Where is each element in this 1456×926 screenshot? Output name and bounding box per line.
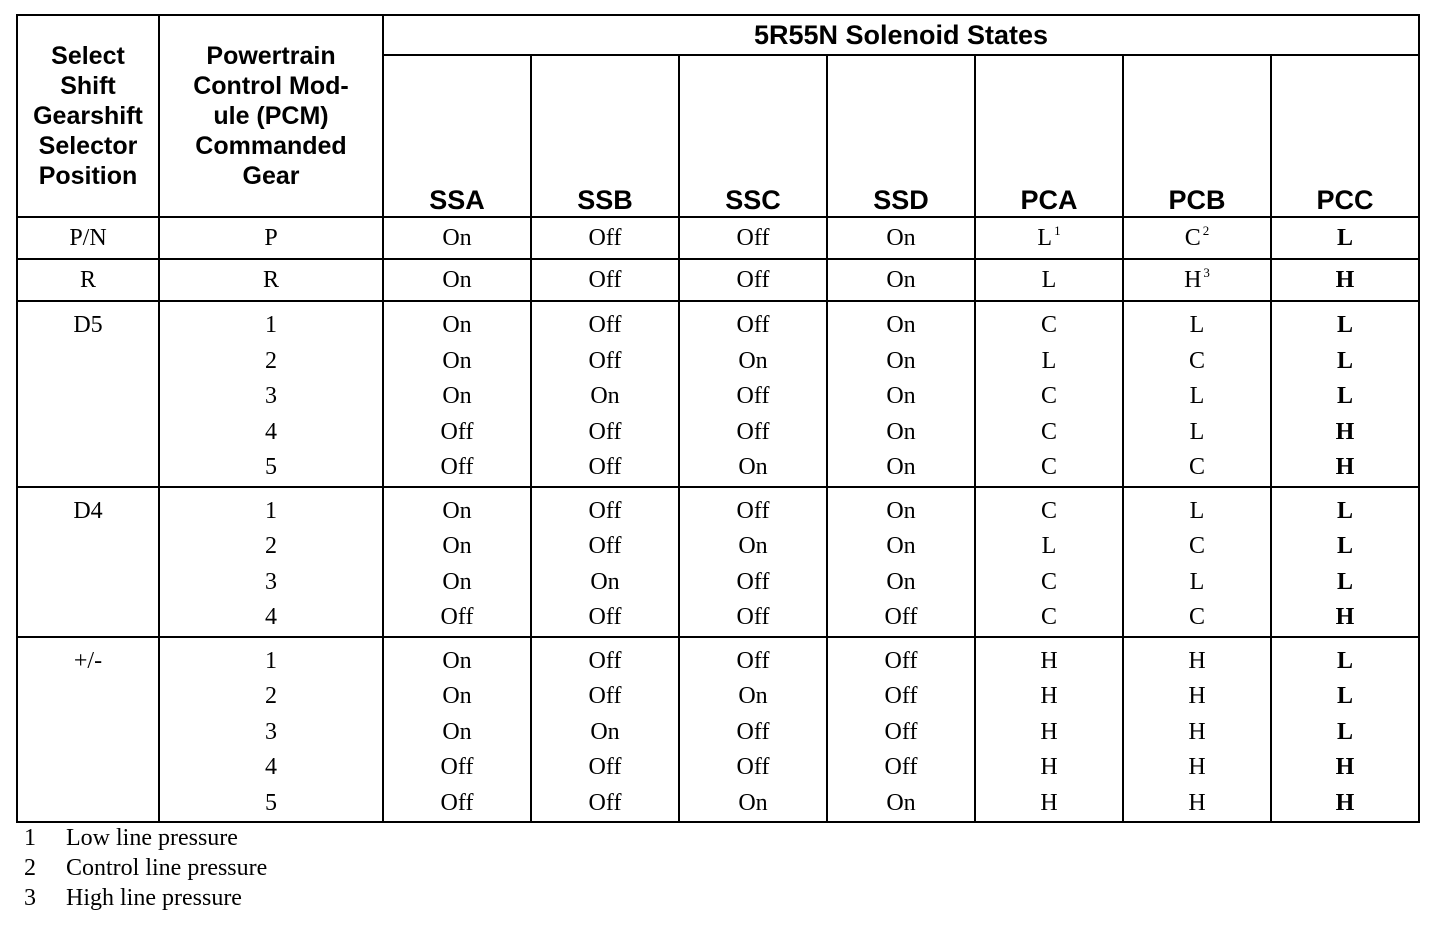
gear-group-row: [17, 487, 1419, 637]
pcb-value: L: [1189, 497, 1205, 524]
ssb-cell: Off: [531, 217, 679, 259]
gear-cell: [159, 487, 383, 637]
pcc-value: L: [1337, 383, 1354, 409]
ssc-value: On: [738, 789, 768, 816]
pcc-value: L: [1337, 347, 1354, 374]
footnote-number: 1: [24, 825, 36, 851]
ssc-value: On: [738, 533, 768, 559]
pcb-value: C: [1188, 454, 1205, 480]
pca-value: H: [1040, 683, 1058, 709]
pcb-value-list: [1124, 638, 1270, 822]
ssa-cell: On: [383, 259, 531, 301]
pcb-cell: [1123, 301, 1271, 487]
pca-value: H: [1040, 718, 1058, 745]
ssc-value: On: [738, 347, 768, 374]
pca-cell: [975, 637, 1123, 823]
col-header-pca: PCA: [975, 55, 1123, 217]
selector-label: D5: [73, 312, 103, 338]
pca-cell: [975, 301, 1123, 487]
ssd-cell: [827, 637, 975, 823]
pcc-cell: H: [1271, 259, 1419, 301]
pca-value: H: [1040, 647, 1058, 674]
col-header-pcb: PCB: [1123, 55, 1271, 217]
pcc-value: L: [1337, 533, 1354, 559]
ssb-cell: [531, 637, 679, 823]
gear-value: 2: [265, 683, 277, 709]
pcc-value: L: [1337, 718, 1354, 745]
pca-cell: [975, 487, 1123, 637]
ssd-value: Off: [884, 718, 918, 745]
ssd-value: Off: [884, 604, 918, 630]
pca-value: L: [1037, 224, 1053, 251]
ssc-cell: [679, 637, 827, 823]
gear-group-row: [17, 301, 1419, 487]
ssa-value: On: [442, 312, 472, 338]
ssa-value: On: [442, 347, 472, 374]
selector-cell: P/N: [17, 217, 159, 259]
ssa-value: On: [442, 647, 472, 674]
pcc-value: H: [1335, 454, 1355, 480]
ssa-cell: [383, 637, 531, 823]
ssc-value: Off: [736, 754, 770, 780]
ssd-cell: On: [827, 259, 975, 301]
gear-value: 4: [265, 754, 277, 780]
ssa-value: Off: [440, 604, 474, 630]
gear-value: 1: [265, 312, 277, 338]
pca-value: C: [1040, 454, 1057, 480]
table-row: [17, 217, 1419, 259]
ssa-value: Off: [440, 418, 474, 445]
pcb-value-list: [1124, 302, 1270, 486]
ssc-value: On: [738, 454, 768, 480]
col-header-ssa: SSA: [383, 55, 531, 217]
pcc-cell: [1271, 637, 1419, 823]
pcb-cell: [1123, 637, 1271, 823]
ssc-cell: Off: [679, 259, 827, 301]
ssc-value: Off: [736, 312, 770, 338]
gear-value: 3: [265, 718, 277, 745]
ssd-value: Off: [884, 683, 918, 709]
pcc-cell: [1271, 487, 1419, 637]
ssa-value: Off: [440, 454, 474, 480]
ssd-value: On: [886, 347, 916, 374]
ssb-value: On: [590, 383, 620, 409]
ssd-value: On: [886, 789, 916, 816]
pca-value: C: [1040, 568, 1057, 595]
selector-label: D4: [73, 497, 103, 524]
ssb-value: Off: [588, 497, 622, 524]
ssc-value: Off: [736, 418, 770, 445]
ssb-value-list: [532, 638, 678, 822]
gear-cell: R: [159, 259, 383, 301]
ssc-cell: Off: [679, 217, 827, 259]
ssc-value: On: [738, 683, 768, 709]
solenoid-states-table: [16, 14, 1420, 823]
ssc-value-list: [680, 488, 826, 636]
ssb-value: Off: [588, 789, 622, 816]
pca-value: C: [1040, 497, 1057, 524]
pcc-value: H: [1335, 754, 1355, 780]
ssd-value: Off: [884, 754, 918, 780]
col-header-ssd: SSD: [827, 55, 975, 217]
ssd-value: On: [886, 568, 916, 595]
pcb-value: H: [1184, 266, 1202, 293]
gear-value: 1: [265, 647, 277, 674]
pca-value: C: [1040, 604, 1057, 630]
ssb-cell: [531, 301, 679, 487]
footnote-ref: 1: [1054, 222, 1061, 238]
ssd-value: On: [886, 383, 916, 409]
footnote-item: [24, 883, 267, 913]
ssb-value: Off: [588, 454, 622, 480]
footnotes: [24, 823, 267, 913]
ssa-value: On: [442, 568, 472, 595]
ssa-value: Off: [440, 754, 474, 780]
pcc-value-list: [1272, 488, 1418, 636]
col-header-ssc: SSC: [679, 55, 827, 217]
pca-value-list: [976, 302, 1122, 486]
pca-value: C: [1040, 383, 1057, 409]
pcb-value: L: [1189, 568, 1205, 595]
ssc-value: Off: [736, 647, 770, 674]
ssb-cell: [531, 487, 679, 637]
ssa-value: Off: [440, 789, 474, 816]
selector-cell: [17, 301, 159, 487]
ssa-value: On: [442, 497, 472, 524]
ssb-value: Off: [588, 347, 622, 374]
footnote-item: [24, 853, 267, 883]
ssc-value: Off: [736, 497, 770, 524]
gear-value: 4: [265, 604, 277, 630]
selector-position-header: Select Shift Gearshift Selector Position: [17, 15, 159, 217]
footnote-number: 3: [24, 885, 36, 911]
pcc-value-list: [1272, 302, 1418, 486]
pca-cell: [975, 217, 1123, 259]
pcc-value: H: [1335, 418, 1355, 445]
ssd-value: Off: [884, 647, 918, 674]
pca-value: L: [1041, 533, 1057, 559]
pca-value: C: [1040, 418, 1057, 445]
ssb-value: Off: [588, 312, 622, 338]
ssd-value-list: [828, 302, 974, 486]
pcb-value: C: [1188, 604, 1205, 630]
gear-value: 4: [265, 418, 277, 445]
ssa-value: On: [442, 533, 472, 559]
selector-cell: [17, 487, 159, 637]
pcb-value: H: [1188, 754, 1206, 780]
pca-cell: L: [975, 259, 1123, 301]
ssc-cell: [679, 301, 827, 487]
gear-cell: P: [159, 217, 383, 259]
col-header-ssb: SSB: [531, 55, 679, 217]
pcc-value-list: [1272, 638, 1418, 822]
footnote-ref: 2: [1202, 222, 1210, 238]
selector-label: +/-: [73, 647, 103, 674]
ssd-value: On: [886, 454, 916, 480]
ssd-cell: [827, 301, 975, 487]
pcc-cell: L: [1271, 217, 1419, 259]
footnote-ref: 3: [1203, 264, 1210, 280]
ssc-value: Off: [736, 568, 770, 595]
pcb-value: H: [1188, 718, 1206, 745]
footnote-text: High line pressure: [66, 885, 242, 911]
footnote-text: Low line pressure: [66, 825, 238, 851]
ssc-value: Off: [736, 383, 770, 409]
gear-value: 5: [265, 789, 277, 816]
ssc-cell: [679, 487, 827, 637]
pcb-value: L: [1189, 418, 1205, 445]
footnote-item: [24, 823, 267, 853]
ssb-value: Off: [588, 418, 622, 445]
gear-value: 3: [265, 383, 277, 409]
ssd-value-list: [828, 488, 974, 636]
gear-value: 3: [265, 568, 277, 595]
pcb-cell: [1123, 487, 1271, 637]
ssd-value: On: [886, 312, 916, 338]
ssa-value: On: [442, 718, 472, 745]
pcm-commanded-gear-header: Powertrain Control Mod- ule (PCM) Commanded Gear: [159, 15, 383, 217]
ssc-value: Off: [736, 718, 770, 745]
pcc-value: H: [1335, 789, 1355, 816]
pcb-value: C: [1188, 533, 1205, 559]
pca-value: C: [1040, 312, 1057, 338]
gear-value: 2: [265, 347, 277, 374]
pcb-cell: [1123, 259, 1271, 301]
pcb-value: H: [1188, 789, 1206, 816]
ssa-value-list: [384, 302, 530, 486]
gear-cell: [159, 301, 383, 487]
pcb-value: C: [1184, 224, 1201, 251]
ssd-value-list: [828, 638, 974, 822]
pcb-value: H: [1188, 647, 1206, 674]
ssb-value: Off: [588, 754, 622, 780]
ssb-value: On: [590, 718, 620, 745]
gear-group-row: [17, 637, 1419, 823]
ssb-value: On: [590, 568, 620, 595]
ssa-value-list: [384, 488, 530, 636]
pcb-value: L: [1189, 383, 1205, 409]
ssd-value: On: [886, 497, 916, 524]
pcc-value: L: [1337, 568, 1354, 595]
pca-value: H: [1040, 754, 1058, 780]
ssc-value-list: [680, 638, 826, 822]
pcc-value: L: [1337, 497, 1354, 524]
pcc-cell: [1271, 301, 1419, 487]
pcb-value: C: [1188, 347, 1205, 374]
ssb-value-list: [532, 488, 678, 636]
ssa-value: On: [442, 683, 472, 709]
footnote-number: 2: [24, 855, 36, 881]
ssd-cell: On: [827, 217, 975, 259]
solenoid-states-group-header: 5R55N Solenoid States: [383, 15, 1419, 55]
gear-value-list: [160, 638, 382, 822]
ssa-cell: On: [383, 217, 531, 259]
pcc-value: H: [1335, 604, 1355, 630]
gear-value-list: [160, 302, 382, 486]
pcb-value-list: [1124, 488, 1270, 636]
ssb-value: Off: [588, 533, 622, 559]
col-header-pcc: PCC: [1271, 55, 1419, 217]
ssb-value-list: [532, 302, 678, 486]
pcb-value: L: [1189, 312, 1205, 338]
ssa-value-list: [384, 638, 530, 822]
gear-value-list: [160, 488, 382, 636]
gear-value: 2: [265, 533, 277, 559]
ssb-value: Off: [588, 604, 622, 630]
table-row: [17, 259, 1419, 301]
ssd-value: On: [886, 533, 916, 559]
footnote-text: Control line pressure: [66, 855, 268, 881]
pcc-value: L: [1337, 647, 1354, 674]
pcb-cell: [1123, 217, 1271, 259]
pca-value-list: [976, 488, 1122, 636]
pcc-value: L: [1337, 683, 1354, 709]
ssa-cell: [383, 487, 531, 637]
ssb-cell: Off: [531, 259, 679, 301]
ssb-value: Off: [588, 683, 622, 709]
ssa-value: On: [442, 383, 472, 409]
ssd-value: On: [886, 418, 916, 445]
ssa-cell: [383, 301, 531, 487]
selector-cell: [17, 637, 159, 823]
selector-cell: R: [17, 259, 159, 301]
pcc-value: L: [1337, 312, 1354, 338]
pca-value-list: [976, 638, 1122, 822]
pcb-value: H: [1188, 683, 1206, 709]
gear-value: 5: [265, 454, 277, 480]
pca-value: L: [1041, 347, 1057, 374]
gear-value: 1: [265, 497, 277, 524]
ssc-value-list: [680, 302, 826, 486]
pca-value: H: [1040, 789, 1058, 816]
gear-cell: [159, 637, 383, 823]
ssb-value: Off: [588, 647, 622, 674]
solenoid-states-table-container: [16, 14, 1416, 816]
ssc-value: Off: [736, 604, 770, 630]
ssd-cell: [827, 487, 975, 637]
